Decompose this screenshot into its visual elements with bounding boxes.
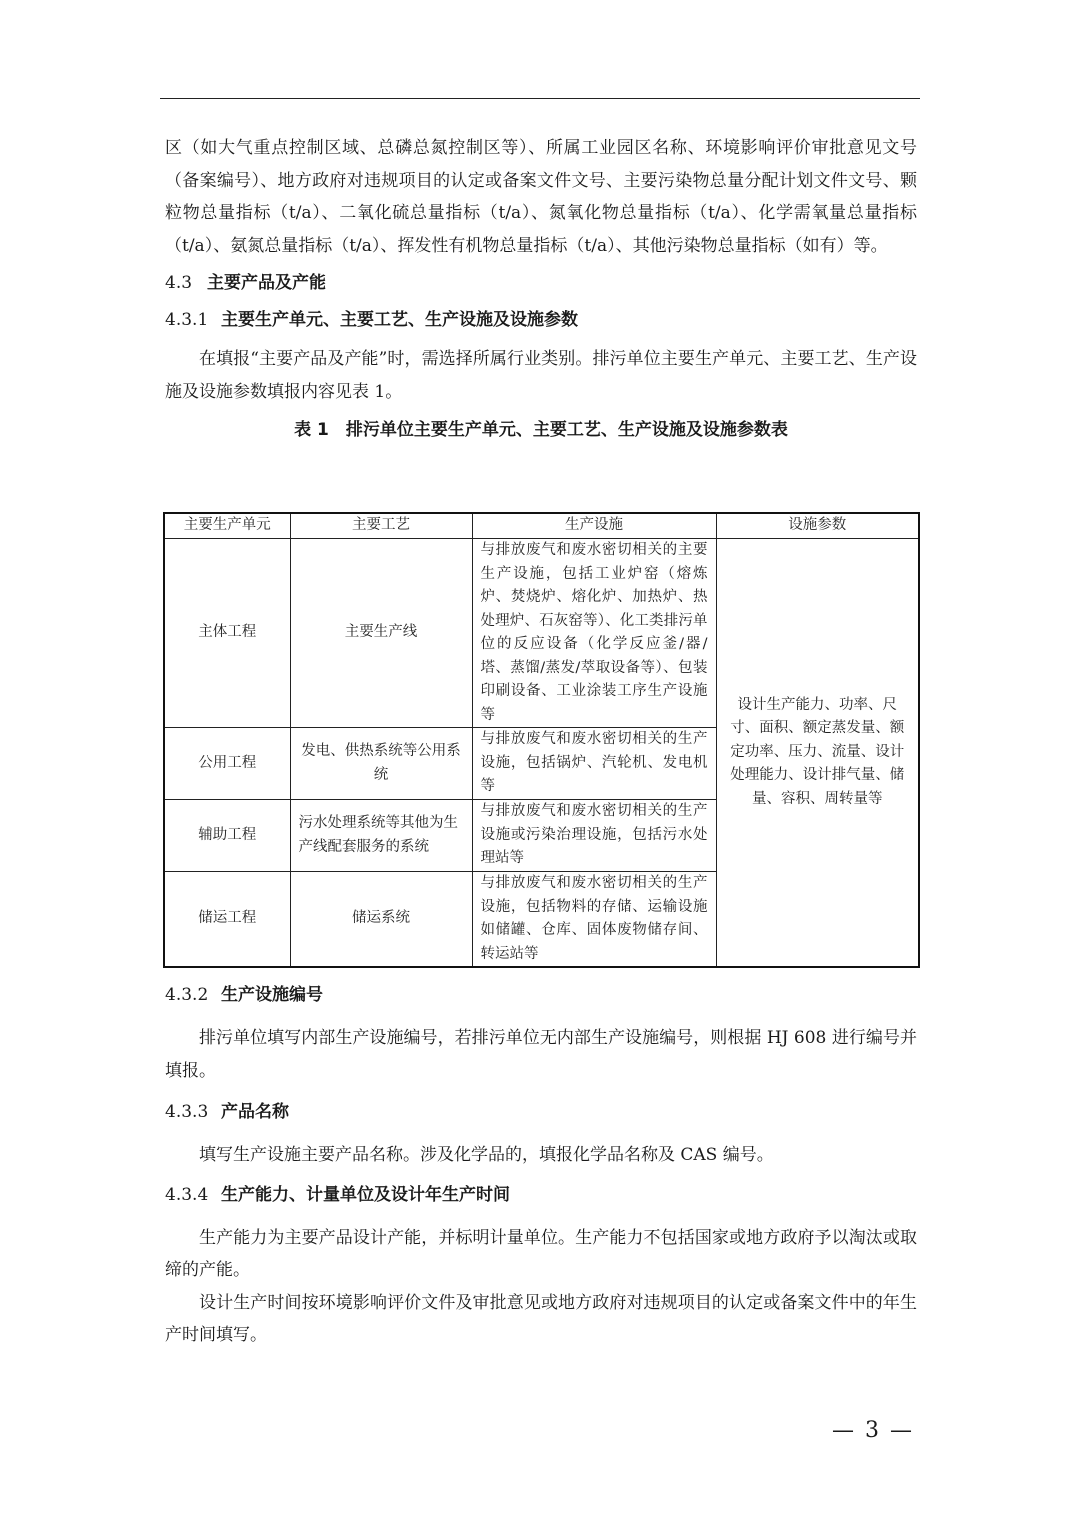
paragraph-4-3-4-b: 设计生产时间按环境影响评价文件及审批意见或地方政府对违规项目的认定或备案文件中的年生产时间填写。 [165,1292,917,1345]
unit-cell: 储运工程 [164,872,290,968]
heading-4-3-1 [165,309,917,331]
heading-4-3-3 [165,1101,917,1123]
process-cell: 储运系统 [290,872,472,968]
process-cell: 污水处理系统等其他为生产线配套服务的系统 [290,800,472,872]
unit-cell: 主体工程 [164,539,290,728]
column-header: 主要生产单元 [164,513,290,539]
page-number: — 3 — [832,1418,914,1443]
heading-number: 4.3.4 [165,1184,209,1205]
params-cell: 设计生产能力、功率、尺寸、面积、额定蒸发量、额定功率、压力、流量、设计处理能力、设计排气量、储量、容积、周转量等 [716,539,919,968]
process-cell: 发电、供热系统等公用系统 [290,728,472,800]
heading-title: 生产能力、计量单位及设计年生产时间 [221,1184,510,1205]
heading-4-3 [165,272,917,294]
table-header-row [164,513,919,539]
heading-title: 主要产品及产能 [207,273,326,293]
process-cell: 主要生产线 [290,539,472,728]
paragraph-4-3-2: 排污单位填写内部生产设施编号，若排污单位无内部生产设施编号，则根据 HJ 608 进行编号并填报。 [165,1028,917,1081]
header-rule [160,98,920,99]
column-header: 主要工艺 [290,513,472,539]
heading-number: 4.3 [165,273,193,293]
paragraph-4-3-4-a: 生产能力为主要产品设计产能，并标明计量单位。生产能力不包括国家或地方政府予以淘汰或取缔的产能。 [165,1227,917,1280]
document-page-continued [165,984,917,1352]
facility-cell: 与排放废气和废水密切相关的生产设施，包括物料的存储、运输设施如储罐、仓库、固体废物储存间、转运站等 [472,872,716,968]
column-header: 生产设施 [472,513,716,539]
heading-title: 产品名称 [221,1102,289,1122]
column-header: 设施参数 [716,513,919,539]
heading-title: 主要生产单元、主要工艺、生产设施及设施参数 [221,310,578,330]
facility-cell: 与排放废气和废水密切相关的生产设施，包括锅炉、汽轮机、发电机等 [472,728,716,800]
intro-paragraph: 区（如大气重点控制区域、总磷总氮控制区等）、所属工业园区名称、环境影响评价审批意见文号（备案编号）、地方政府对违规项目的认定或备案文件文号、主要污染物总量分配计划文件文号、颗粒物总量指标（t/a）、二氧化硫总量指标（t/a）、氮氧化物总量指标（t/a）、化学需氧量总量指标（t/a）、氨氮总量指标（t/a）、挥发性有机物总量指标（t/a）、其他污染物总量指标（如有）等。 [165,138,917,256]
paragraph-4-3-1: 在填报“主要产品及产能”时，需选择所属行业类别。排污单位主要生产单元、主要工艺、生产设施及设施参数填报内容见表 1。 [165,349,917,402]
unit-cell: 辅助工程 [164,800,290,872]
heading-title: 生产设施编号 [221,985,323,1005]
heading-number: 4.3.3 [165,1102,209,1122]
heading-4-3-2 [165,984,917,1006]
heading-number: 4.3.1 [165,310,209,330]
heading-number: 4.3.2 [165,985,209,1005]
unit-cell: 公用工程 [164,728,290,800]
table-row [164,539,919,728]
facility-cell: 与排放废气和废水密切相关的主要生产设施，包括工业炉窑（熔炼炉、焚烧炉、熔化炉、加热炉、热处理炉、石灰窑等）、化工类排污单位的反应设备（化学反应釜/器/塔、蒸馏/蒸发/萃取设备等）、包装印刷设备、工业涂装工序生产设施等 [472,539,716,728]
document-page [165,132,917,442]
facility-parameters-table [163,512,920,968]
table-caption: 表 1 排污单位主要生产单元、主要工艺、生产设施及设施参数表 [294,420,788,440]
paragraph-4-3-3: 填写生产设施主要产品名称。涉及化学品的，填报化学品名称及 CAS 编号。 [199,1145,774,1165]
facility-cell: 与排放废气和废水密切相关的生产设施或污染治理设施，包括污水处理站等 [472,800,716,872]
heading-4-3-4 [165,1184,917,1206]
